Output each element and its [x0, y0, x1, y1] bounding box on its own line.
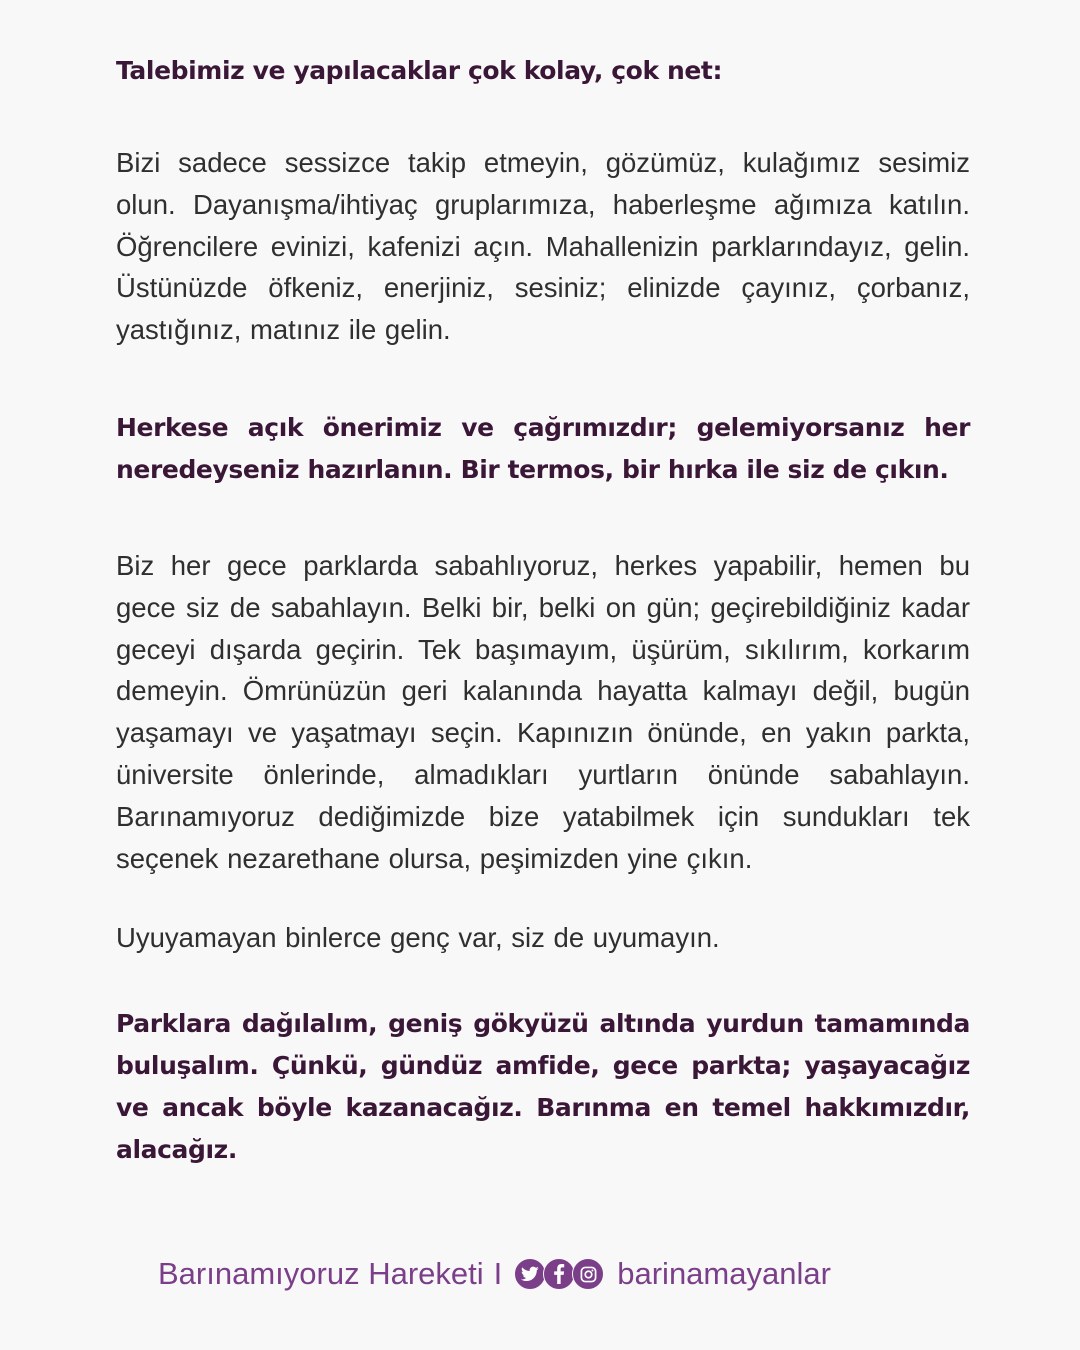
footer-signature: [158, 1252, 831, 1296]
paragraph-call: Herkese açık önerimiz ve çağrımızdır; gelemiyorsanız her neredeyseniz hazırlanın. Bir termos, bir hırka ile siz de çıkın.: [116, 412, 970, 484]
social-icons: [514, 1258, 601, 1290]
paragraph-closing: Parklara dağılalım, geniş gökyüzü altında yurdun tamamında buluşalım. Çünkü, gündüz amfide, gece parkta; yaşayacağız ve ancak böyle kazanacağız. Barınma en temel hakkımızdır, alacağız.: [116, 1009, 970, 1165]
twitter-icon[interactable]: [514, 1258, 546, 1290]
footer-separator: I: [493, 1256, 503, 1291]
paragraph-support: Bizi sadece sessizce takip etmeyin, gözümüz, kulağımız sesimiz olun. Dayanışma/ihtiyaç gruplarımıza, haberleşme ağımıza katılın. Öğrencilere evinizi, kafenizi açın. Mahallenizin parklarındayız, gelin. Üstünüzde öfkeniz, enerjiniz, sesiniz; elinizde çayınız, çorbanız, yastığınız, matınız ile gelin.: [116, 147, 970, 346]
paragraph-parks: Biz her gece parklarda sabahlıyoruz, herkes yapabilir, hemen bu gece siz de sabahlayın. Belki bir, belki on gün; geçirebildiğiniz kadar geceyi dışarda geçirin. Tek başımayım, üşürüm, sıkılırım, korkarım demeyin. Ömrünüzün geri kalanında hayatta kalmayı değil, bugün yaşamayı ve yaşatmayı seçin. Kapınızın önünde, en yakın parkta, üniversite önlerinde, almadıkları yurtların önünde sabahlayın. Barınamıyoruz dediğimizde bize yatabilmek için sundukları tek seçenek nezarethane olursa, peşimizden yine çıkın.: [116, 549, 970, 874]
post-content: [116, 50, 970, 1171]
intro-heading: Talebimiz ve yapılacaklar çok kolay, çok net:: [116, 56, 723, 85]
facebook-icon[interactable]: [543, 1258, 575, 1290]
instagram-icon[interactable]: [572, 1258, 604, 1290]
social-handle[interactable]: barinamayanlar: [617, 1256, 831, 1291]
paragraph-sleepless: Uyuyamayan binlerce genç var, siz de uyumayın.: [116, 922, 720, 954]
org-name: Barınamıyoruz Hareketi: [158, 1256, 484, 1291]
